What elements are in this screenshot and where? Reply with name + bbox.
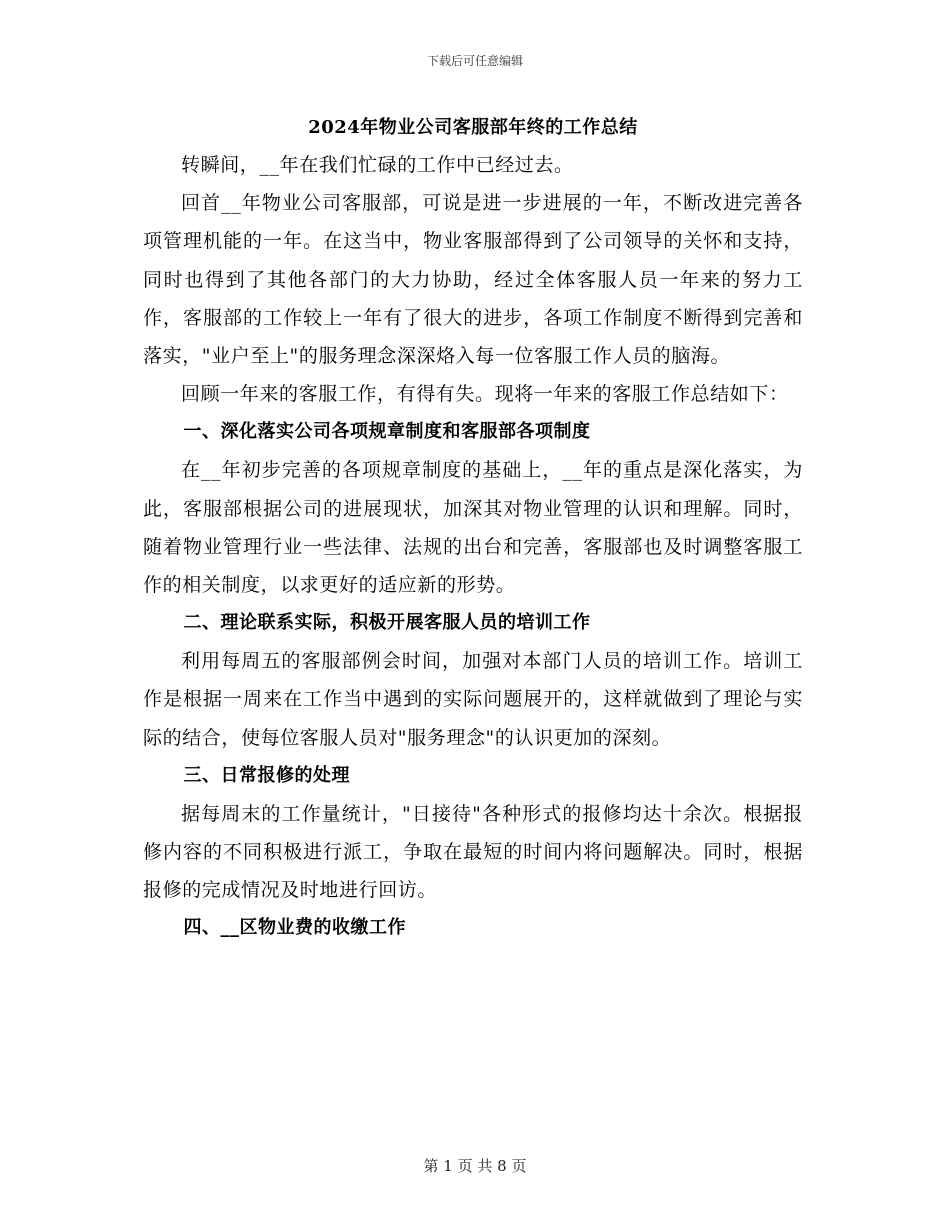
section-paragraph-3: 据每周末的工作量统计，"日接待"各种形式的报修均达十余次。根据报修内容的不同积极进行派工，争取在最短的时间内将问题解决。同时，根据报修的完成情况及时地进行回访。 — [143, 802, 803, 902]
intro-paragraph-2: 回首__年物业公司客服部，可说是进一步进展的一年，不断改进完善各项管理机能的一年。在这当中，物业客服部得到了公司领导的关怀和支持，同时也得到了其他各部门的大力协助，经过全体客服人员一年来的努力工作，客服部的工作较上一年有了很大的进步，各项工作制度不断得到完善和落实，"业户至上"的服务理念深深烙入每一位客服工作人员的脑海。 — [143, 192, 803, 368]
document-title: 2024年物业公司客服部年终的工作总结 — [308, 117, 638, 138]
page-number: 第 1 页 共 8 页 — [423, 1157, 527, 1175]
section-heading-4: 四、__区物业费的收缴工作 — [183, 917, 406, 939]
section-paragraph-2: 利用每周五的客服部例会时间，加强对本部门人员的培训工作。培训工作是根据一周来在工作当中遇到的实际问题展开的，这样就做到了理论与实际的结合，使每位客服人员对"服务理念"的认识更加的深刻。 — [143, 650, 803, 749]
section-heading-1: 一、深化落实公司各项规章制度和客服部各项制度 — [183, 421, 591, 443]
page-header: 下载后可任意编辑 — [426, 54, 523, 68]
intro-paragraph-1: 转瞬间，__年在我们忙碌的工作中已经过去。 — [181, 154, 574, 176]
section-heading-2: 二、理论联系实际，积极开展客服人员的培训工作 — [183, 612, 591, 634]
document-body — [143, 110, 803, 947]
section-heading-3: 三、日常报修的处理 — [183, 764, 350, 786]
section-paragraph-1: 在__年初步完善的各项规章制度的基础上，__年的重点是深化落实，为此，客服部根据公司的进展现状，加深其对物业管理的认识和理解。同时，随着物业管理行业一些法律、法规的出台和完善，客服部也及时调整客服工作的相关制度，以求更好的适应新的形势。 — [143, 459, 803, 597]
intro-paragraph-3: 回顾一年来的客服工作，有得有失。现将一年来的客服工作总结如下： — [181, 383, 789, 406]
